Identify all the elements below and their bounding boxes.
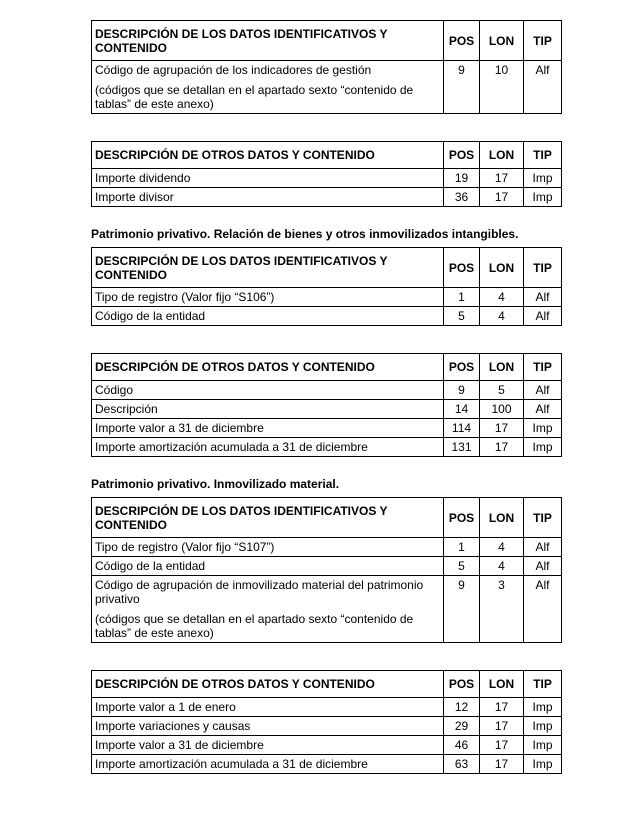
row-pos: 9 <box>444 576 480 643</box>
header-description: DESCRIPCIÓN DE OTROS DATOS Y CONTENIDO <box>92 142 444 169</box>
table-row <box>92 288 562 307</box>
row-description: Importe valor a 31 de diciembre <box>92 419 444 438</box>
table-identificativos-s107 <box>91 497 562 643</box>
header-description: DESCRIPCIÓN DE LOS DATOS IDENTIFICATIVOS Y CONTENIDO <box>92 248 444 288</box>
row-pos: 12 <box>444 698 480 717</box>
row-pos: 114 <box>444 419 480 438</box>
row-tip: Imp <box>524 169 562 188</box>
row-pos: 63 <box>444 755 480 774</box>
row-description: Código de la entidad <box>92 307 444 326</box>
row-tip: Alf <box>524 576 562 643</box>
row-description-note: (códigos que se detallan en el apartado sexto “contenido de tablas” de este anexo) <box>95 83 414 111</box>
header-tip: TIP <box>524 498 562 538</box>
section-title-intangibles: Patrimonio privativo. Relación de bienes y otros inmovilizados intangibles. <box>91 227 519 241</box>
row-description: Tipo de registro (Valor fijo “S106”) <box>92 288 444 307</box>
table-row <box>92 736 562 755</box>
row-lon: 17 <box>480 169 524 188</box>
table-header-row <box>92 21 562 61</box>
row-pos: 5 <box>444 557 480 576</box>
row-pos: 36 <box>444 188 480 207</box>
header-tip: TIP <box>524 248 562 288</box>
row-lon: 4 <box>480 307 524 326</box>
table-row <box>92 538 562 557</box>
row-lon: 17 <box>480 736 524 755</box>
row-description: Importe amortización acumulada a 31 de diciembre <box>92 755 444 774</box>
row-description: Importe divisor <box>92 188 444 207</box>
header-pos: POS <box>444 142 480 169</box>
header-pos: POS <box>444 248 480 288</box>
row-tip: Alf <box>524 557 562 576</box>
row-tip: Imp <box>524 438 562 457</box>
row-lon: 10 <box>480 61 524 114</box>
row-lon: 5 <box>480 381 524 400</box>
table-row <box>92 307 562 326</box>
table-row <box>92 438 562 457</box>
row-tip: Imp <box>524 698 562 717</box>
row-tip: Imp <box>524 736 562 755</box>
row-lon: 17 <box>480 419 524 438</box>
row-tip: Alf <box>524 61 562 114</box>
row-description: Descripción <box>92 400 444 419</box>
header-tip: TIP <box>524 354 562 381</box>
header-pos: POS <box>444 354 480 381</box>
header-lon: LON <box>480 354 524 381</box>
header-pos: POS <box>444 498 480 538</box>
row-pos: 19 <box>444 169 480 188</box>
table-identificativos-indicadores <box>91 20 562 114</box>
row-tip: Alf <box>524 381 562 400</box>
row-pos: 46 <box>444 736 480 755</box>
header-lon: LON <box>480 142 524 169</box>
document-page <box>91 20 561 774</box>
table-otros-datos-material <box>91 670 562 774</box>
table-row <box>92 576 562 643</box>
row-lon: 17 <box>480 717 524 736</box>
header-lon: LON <box>480 248 524 288</box>
row-tip: Imp <box>524 419 562 438</box>
row-description-text: Código de agrupación de los indicadores de gestión <box>95 63 372 77</box>
header-description: DESCRIPCIÓN DE OTROS DATOS Y CONTENIDO <box>92 354 444 381</box>
table-row <box>92 381 562 400</box>
row-description <box>92 576 444 643</box>
table-header-row <box>92 354 562 381</box>
table-header-row <box>92 498 562 538</box>
row-pos: 131 <box>444 438 480 457</box>
header-pos: POS <box>444 671 480 698</box>
row-tip: Alf <box>524 288 562 307</box>
row-pos: 1 <box>444 538 480 557</box>
row-pos: 29 <box>444 717 480 736</box>
row-pos: 5 <box>444 307 480 326</box>
header-lon: LON <box>480 21 524 61</box>
header-tip: TIP <box>524 671 562 698</box>
header-pos: POS <box>444 21 480 61</box>
table-row <box>92 400 562 419</box>
row-description-text: Código de agrupación de inmovilizado material del patrimonio privativo <box>95 578 424 606</box>
table-otros-datos-intangibles <box>91 353 562 457</box>
row-lon: 17 <box>480 755 524 774</box>
row-description: Tipo de registro (Valor fijo “S107”) <box>92 538 444 557</box>
row-tip: Imp <box>524 717 562 736</box>
table-row <box>92 188 562 207</box>
row-pos: 14 <box>444 400 480 419</box>
row-pos: 9 <box>444 381 480 400</box>
header-tip: TIP <box>524 142 562 169</box>
table-row <box>92 557 562 576</box>
header-description: DESCRIPCIÓN DE LOS DATOS IDENTIFICATIVOS Y CONTENIDO <box>92 21 444 61</box>
row-pos: 1 <box>444 288 480 307</box>
row-lon: 4 <box>480 288 524 307</box>
header-lon: LON <box>480 671 524 698</box>
table-row <box>92 419 562 438</box>
row-tip: Imp <box>524 188 562 207</box>
header-description: DESCRIPCIÓN DE LOS DATOS IDENTIFICATIVOS Y CONTENIDO <box>92 498 444 538</box>
row-description: Importe dividendo <box>92 169 444 188</box>
table-otros-datos-importes <box>91 141 562 207</box>
row-description: Importe valor a 1 de enero <box>92 698 444 717</box>
table-row <box>92 698 562 717</box>
row-description: Código <box>92 381 444 400</box>
row-description: Importe amortización acumulada a 31 de diciembre <box>92 438 444 457</box>
row-lon: 17 <box>480 188 524 207</box>
row-description: Código de la entidad <box>92 557 444 576</box>
row-lon: 3 <box>480 576 524 643</box>
row-description-note: (códigos que se detallan en el apartado sexto “contenido de tablas” de este anexo) <box>95 612 414 640</box>
row-pos: 9 <box>444 61 480 114</box>
table-header-row <box>92 671 562 698</box>
row-description: Importe variaciones y causas <box>92 717 444 736</box>
row-tip: Imp <box>524 755 562 774</box>
row-tip: Alf <box>524 538 562 557</box>
row-description <box>92 61 444 114</box>
header-tip: TIP <box>524 21 562 61</box>
row-lon: 17 <box>480 698 524 717</box>
table-row <box>92 755 562 774</box>
row-tip: Alf <box>524 400 562 419</box>
row-tip: Alf <box>524 307 562 326</box>
row-lon: 17 <box>480 438 524 457</box>
table-row <box>92 717 562 736</box>
header-lon: LON <box>480 498 524 538</box>
row-lon: 4 <box>480 557 524 576</box>
table-row <box>92 169 562 188</box>
table-header-row <box>92 142 562 169</box>
table-identificativos-s106 <box>91 247 562 326</box>
table-row <box>92 61 562 114</box>
table-header-row <box>92 248 562 288</box>
row-lon: 4 <box>480 538 524 557</box>
row-lon: 100 <box>480 400 524 419</box>
section-title-material: Patrimonio privativo. Inmovilizado material. <box>91 477 340 491</box>
row-description: Importe valor a 31 de diciembre <box>92 736 444 755</box>
header-description: DESCRIPCIÓN DE OTROS DATOS Y CONTENIDO <box>92 671 444 698</box>
